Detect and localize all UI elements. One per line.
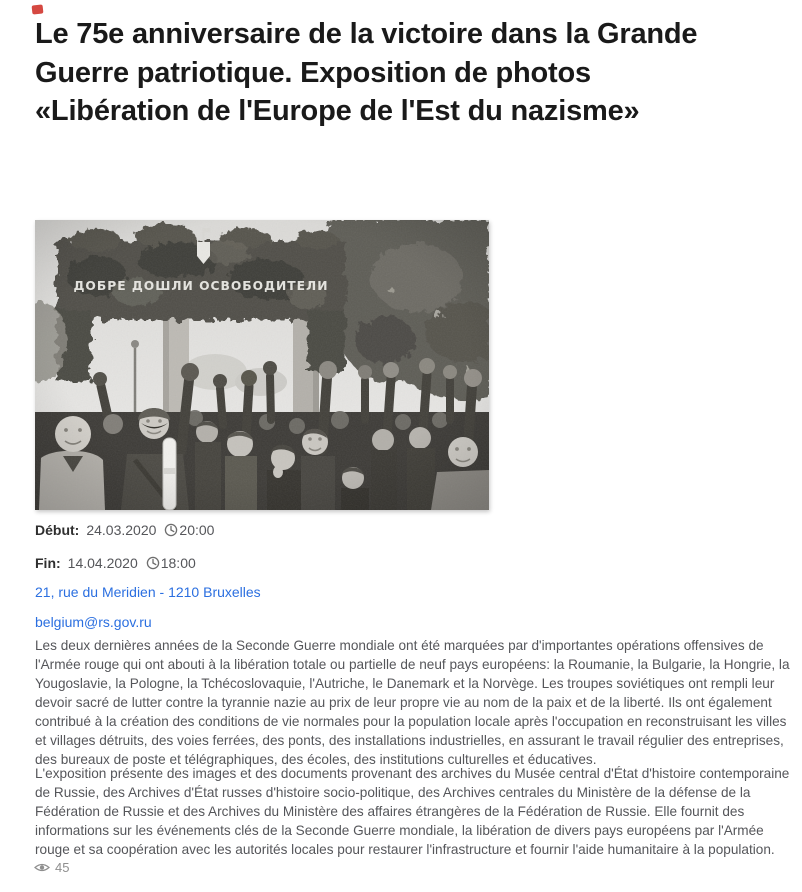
page-title: Le 75e anniversaire de la victoire dans la Grande Guerre patriotique. Exposition de photos «Libération de l'Europe de l'Est du nazisme» [35,18,698,127]
views-count: 45 [55,860,70,875]
end-time: 18:00 [160,555,196,571]
clock-icon [146,556,160,570]
start-label: Début: [35,522,80,538]
start-time: 20:00 [179,522,215,538]
event-end-row [35,555,196,571]
start-date: 24.03.2020 [86,522,157,538]
end-date: 14.04.2020 [67,555,138,571]
views-counter [34,860,69,875]
eye-icon [34,862,50,873]
body-paragraph-1: Les deux dernières années de la Seconde Guerre mondiale ont été marquées par d'importantes opérations offensives de l'Armée rouge qui ont abouti à la libération totale ou partielle de neuf pays européens: la Roumanie, la Bulgarie, la Hongrie, la Yougoslavie, la Pologne, la Tchécoslovaquie, l'Autriche, le Danemark et la Norvège. Les troupes soviétiques ont rempli leur devoir sacré de lutter contre la tyrannie nazie au prix de leur propre vie au nom de la paix et de la liberté. Ils ont également contribué à la création des conditions de vie normales pour la population locale après l'occupation en reconstruisant les villes et villages détruits, des voies ferrées, des ponts, des installations industrielles, en assurant le travail régulier des entreprises, des bureaux de poste et télégraphiques, des écoles, des institutions culturelles et éducatives. [35,638,790,767]
email-link[interactable]: belgium@rs.gov.ru [35,614,152,630]
exhibition-photo-svg [35,220,489,510]
event-start-row [35,522,214,538]
red-mark [32,4,44,14]
photo-vignette [35,220,489,510]
end-label: Fin: [35,555,61,571]
body-paragraph-2: L'exposition présente des images et des documents provenant des archives du Musée central d'État d'histoire contemporaine de Russie, des Archives d'État russes d'histoire socio-politique, des Archives centrales du Ministère de la défense de la Fédération de Russie et des Archives du Ministère des affaires étrangères de la Fédération de Russie. Elle fournit des informations sur les événements clés de la Seconde Guerre mondiale, la libération de divers pays européens par l'Armée rouge et sa coopération avec les autorités locales pour restaurer l'infrastructure et fournir l'aide humanitaire à la population. [35,766,790,857]
clock-icon [164,523,178,537]
address-link[interactable]: 21, rue du Meridien - 1210 Bruxelles [35,584,261,600]
exhibition-photo [35,220,489,510]
